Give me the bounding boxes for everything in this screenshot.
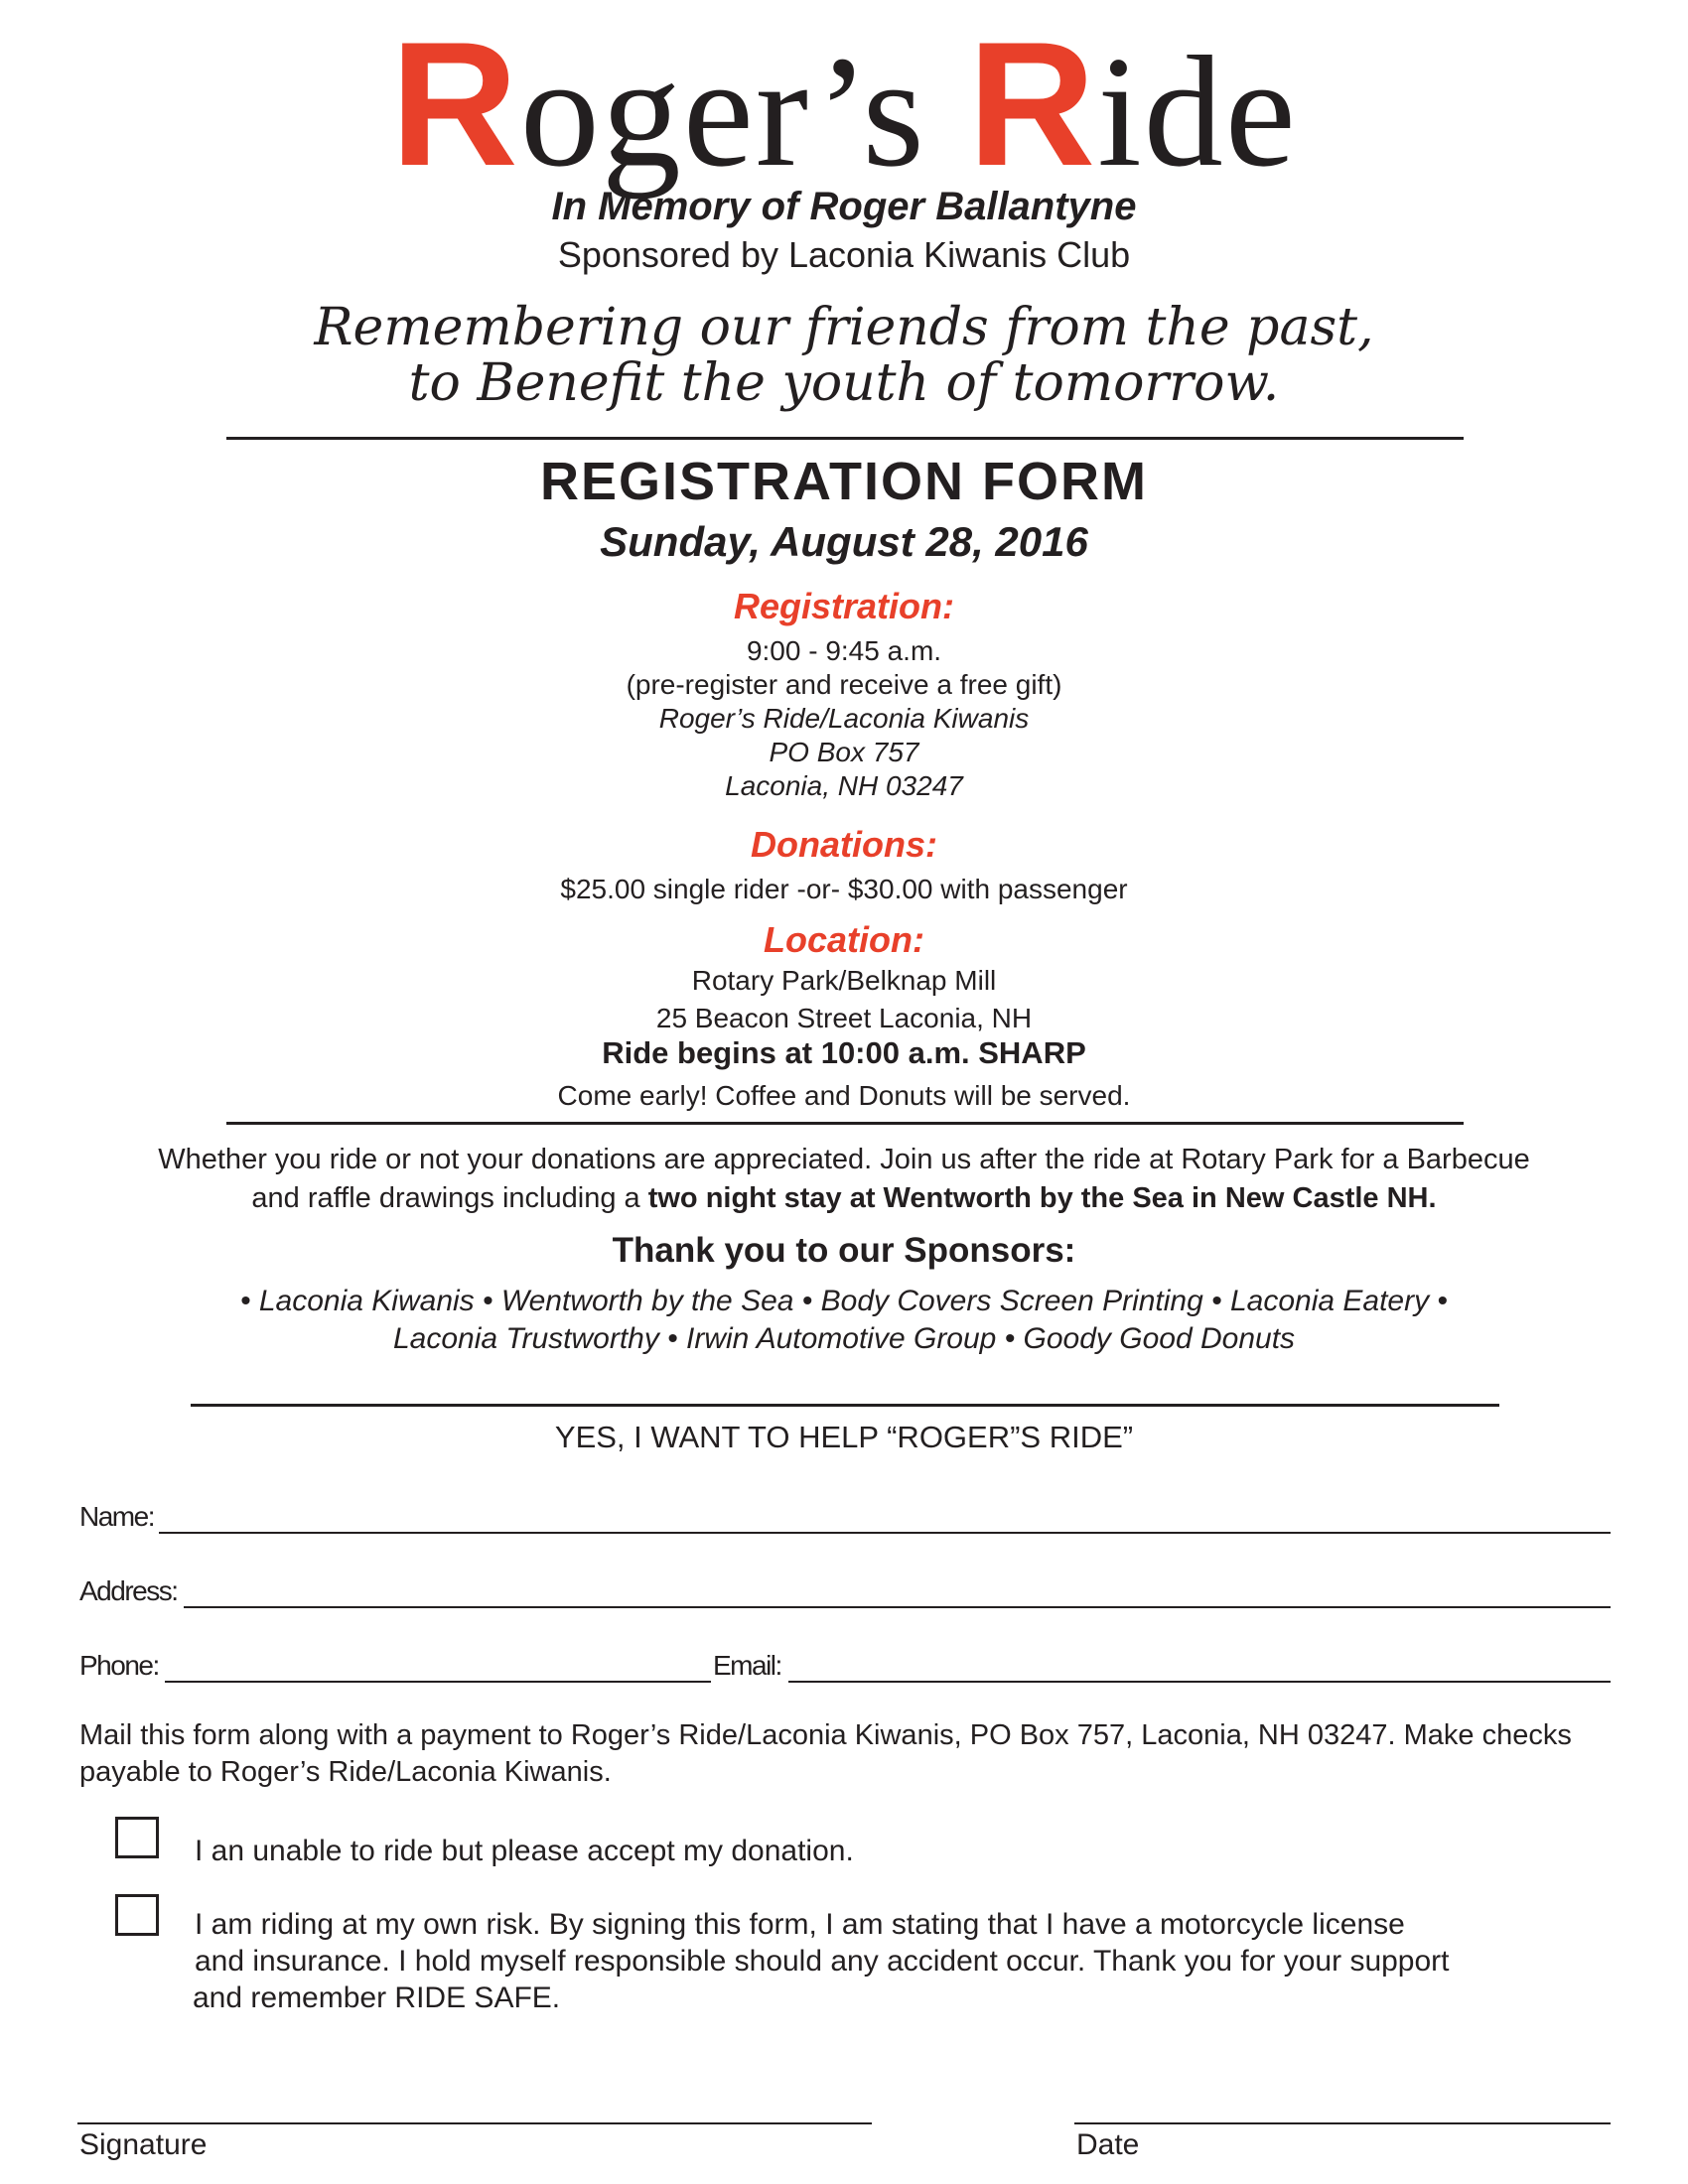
donation-only-text: I an unable to ride but please accept my donation. — [195, 1835, 854, 1867]
appreciation-line-2 — [0, 1182, 1688, 1215]
riding-risk-text-line-1: I am riding at my own risk. By signing this form, I am stating that I have a motorcycle license — [195, 1908, 1405, 1941]
riding-risk-checkbox[interactable] — [115, 1894, 159, 1936]
signature-label: Signature — [79, 2128, 208, 2161]
event-title — [0, 5, 1688, 203]
divider-middle — [226, 1122, 1464, 1125]
riding-risk-text-line-3: and remember RIDE SAFE. — [193, 1981, 561, 2014]
donations-heading: Donations: — [751, 824, 937, 865]
signature-field[interactable] — [77, 2122, 872, 2124]
name-label: Name: — [79, 1501, 154, 1532]
address-label: Address: — [79, 1575, 178, 1606]
sponsors-line-1: • Laconia Kiwanis • Wentworth by the Sea • Body Covers Screen Printing • Laconia Eatery • — [240, 1285, 1448, 1317]
sponsors-line-2: Laconia Trustworthy • Irwin Automotive Group • Goody Good Donuts — [392, 1322, 1296, 1355]
email-label: Email: — [713, 1650, 781, 1681]
memorial-subtitle: In Memory of Roger Ballantyne — [551, 185, 1137, 228]
title-text-part2: ide — [1097, 23, 1298, 200]
mail-instructions: Mail this form along with a payment to Roger’s Ride/Laconia Kiwanis, PO Box 757, Laconia, NH 03247. Make checks payable to Roger’s Ride/Laconia Kiwanis. — [79, 1719, 1572, 1788]
title-initial-r: R — [390, 5, 520, 203]
event-date: Sunday, August 28, 2016 — [600, 518, 1088, 565]
location-line-1: Rotary Park/Belknap Mill — [691, 965, 997, 996]
address-field[interactable] — [184, 1606, 1611, 1608]
registration-address-line-1: Roger’s Ride/Laconia Kiwanis — [658, 703, 1030, 734]
name-field[interactable] — [159, 1532, 1611, 1534]
title-text-part1: oger’s — [519, 23, 968, 200]
signup-heading: YES, I WANT TO HELP “ROGER”S RIDE” — [554, 1420, 1134, 1454]
come-early: Come early! Coffee and Donuts will be served. — [557, 1080, 1131, 1111]
registration-address-line-3: Laconia, NH 03247 — [725, 770, 963, 801]
location-line-2: 25 Beacon Street Laconia, NH — [655, 1003, 1033, 1033]
email-field[interactable] — [788, 1681, 1611, 1683]
location-heading: Location: — [764, 919, 924, 960]
phone-label: Phone: — [79, 1650, 159, 1681]
raffle-prize: two night stay at Wentworth by the Sea in New Castle NH. — [647, 1182, 1437, 1214]
phone-field[interactable] — [165, 1681, 711, 1683]
date-label: Date — [1076, 2128, 1140, 2161]
registration-heading: Registration: — [733, 586, 954, 626]
tagline-line-2: to Benefit the youth of tomorrow. — [408, 353, 1280, 413]
donations-text: $25.00 single rider -or- $30.00 with passenger — [560, 874, 1128, 904]
registration-note: (pre-register and receive a free gift) — [626, 669, 1062, 700]
form-heading: REGISTRATION FORM — [540, 452, 1148, 511]
sponsors-heading: Thank you to our Sponsors: — [612, 1231, 1076, 1270]
appreciation-line-1: Whether you ride or not your donations are appreciated. Join us after the ride at Rotary Park for a Barbecue — [158, 1144, 1530, 1175]
registration-address-line-2: PO Box 757 — [769, 737, 919, 767]
date-field[interactable] — [1074, 2122, 1611, 2124]
donation-only-checkbox[interactable] — [115, 1817, 159, 1858]
sponsor-subtitle: Sponsored by Laconia Kiwanis Club — [557, 234, 1131, 275]
ride-begins: Ride begins at 10:00 a.m. SHARP — [602, 1035, 1086, 1070]
appreciation-line-2-start: and raffle drawings including a — [251, 1182, 648, 1214]
divider-top — [226, 437, 1464, 440]
tagline-line-1: Remembering our friends from the past, — [314, 298, 1374, 357]
riding-risk-text-line-2: and insurance. I hold myself responsible should any accident occur. Thank you for your support — [195, 1945, 1450, 1978]
title-initial-r-second: R — [967, 5, 1098, 203]
registration-time: 9:00 - 9:45 a.m. — [746, 635, 942, 666]
divider-bottom — [191, 1404, 1499, 1407]
